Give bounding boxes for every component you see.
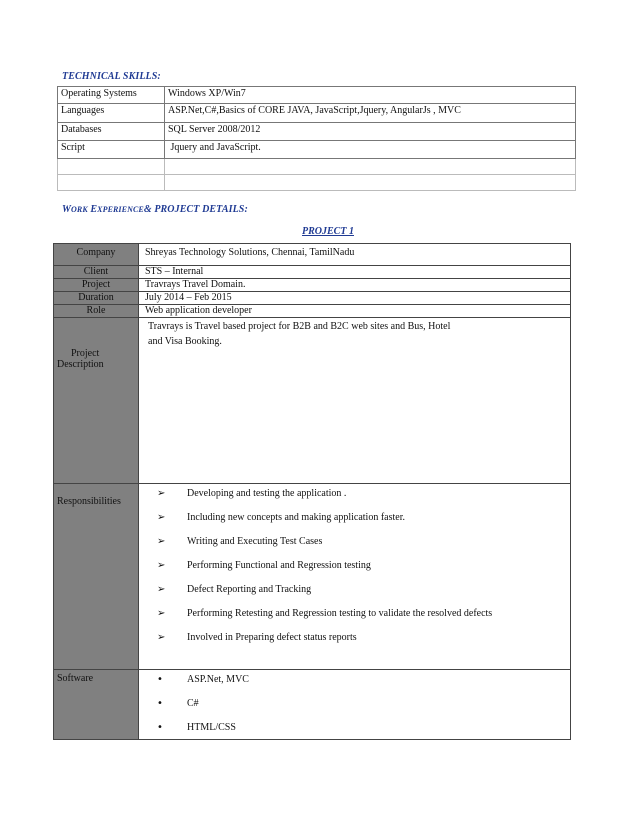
list-item: ➢ Involved in Preparing defect status reports — [157, 632, 357, 643]
table-row — [54, 305, 571, 318]
skill-key — [58, 159, 165, 175]
arrow-bullet-icon: ➢ — [157, 560, 166, 571]
client-value: STS – Internal — [139, 266, 571, 279]
table-row — [58, 159, 576, 175]
table-row — [54, 318, 571, 484]
software-label-text: Software — [57, 673, 94, 684]
list-item: ➢ Performing Retesting and Regression testing to validate the resolved defects — [157, 608, 493, 619]
skill-key — [58, 175, 165, 191]
work-experience-heading: WORK EXPERIENCE& PROJECT DETAILS: — [62, 204, 248, 215]
arrow-bullet-icon: ➢ — [157, 536, 166, 547]
responsibilities-label — [54, 484, 139, 670]
dot-bullet-icon: • — [157, 722, 163, 733]
table-row — [58, 123, 576, 141]
software-value — [139, 670, 571, 740]
list-item: • C# — [157, 698, 199, 709]
technical-skills-heading: TECHNICAL SKILLS: — [62, 71, 161, 82]
duration-label: Duration — [54, 292, 139, 305]
table-row — [58, 175, 576, 191]
description-line: and Visa Booking. — [148, 336, 222, 347]
table-row — [54, 279, 571, 292]
skill-key: Databases — [58, 123, 165, 141]
project-value: Travrays Travel Domain. — [139, 279, 571, 292]
table-row — [58, 141, 576, 159]
description-label — [54, 318, 139, 484]
table-row — [58, 104, 576, 123]
table-row — [54, 484, 571, 670]
arrow-bullet-icon: ➢ — [157, 488, 166, 499]
responsibilities-label-text: Responsibilities — [57, 496, 121, 507]
description-label-line: Description — [57, 359, 104, 370]
list-item: • ASP.Net, MVC — [157, 674, 249, 685]
list-item: ➢ Including new concepts and making application faster. — [157, 512, 405, 523]
arrow-bullet-icon: ➢ — [157, 632, 166, 643]
dot-bullet-icon: • — [157, 698, 163, 709]
role-value: Web application developer — [139, 305, 571, 318]
table-row — [54, 670, 571, 740]
description-label-line: Project — [71, 348, 100, 359]
dot-bullet-icon: • — [157, 674, 163, 685]
duration-value: July 2014 – Feb 2015 — [139, 292, 571, 305]
skill-value: ASP.Net,C#,Basics of CORE JAVA, JavaScript,Jquery, AngularJs , MVC — [165, 104, 576, 123]
list-item: ➢ Performing Functional and Regression testing — [157, 560, 371, 571]
list-item: ➢ Writing and Executing Test Cases — [157, 536, 323, 547]
description-value — [139, 318, 571, 484]
project-label: Project — [54, 279, 139, 292]
skill-value: SQL Server 2008/2012 — [165, 123, 576, 141]
skill-key: Languages — [58, 104, 165, 123]
software-label — [54, 670, 139, 740]
skill-value — [165, 159, 576, 175]
table-row — [54, 266, 571, 279]
list-item: ➢ Defect Reporting and Tracking — [157, 584, 312, 595]
skill-value: Windows XP/Win7 — [165, 87, 576, 104]
responsibilities-list — [145, 484, 570, 655]
technical-skills-table — [57, 86, 576, 191]
list-item: ➢ Developing and testing the application . — [157, 488, 347, 499]
company-value: Shreyas Technology Solutions, Chennai, TamilNadu — [139, 244, 571, 266]
description-line: Travrays is Travel based project for B2B and B2C web sites and Bus, Hotel — [148, 321, 451, 332]
software-list — [145, 670, 570, 735]
client-label: Client — [54, 266, 139, 279]
responsibilities-value — [139, 484, 571, 670]
skill-key: Operating Systems — [58, 87, 165, 104]
skill-key: Script — [58, 141, 165, 159]
company-label: Company — [54, 244, 139, 266]
project-title: PROJECT 1 — [302, 226, 354, 237]
arrow-bullet-icon: ➢ — [157, 512, 166, 523]
table-row — [54, 244, 571, 266]
skill-value: Jquery and JavaScript. — [165, 141, 576, 159]
project-table — [53, 243, 571, 740]
role-label: Role — [54, 305, 139, 318]
skill-value — [165, 175, 576, 191]
table-row — [54, 292, 571, 305]
list-item: • HTML/CSS — [157, 722, 236, 733]
arrow-bullet-icon: ➢ — [157, 608, 166, 619]
table-row — [58, 87, 576, 104]
arrow-bullet-icon: ➢ — [157, 584, 166, 595]
